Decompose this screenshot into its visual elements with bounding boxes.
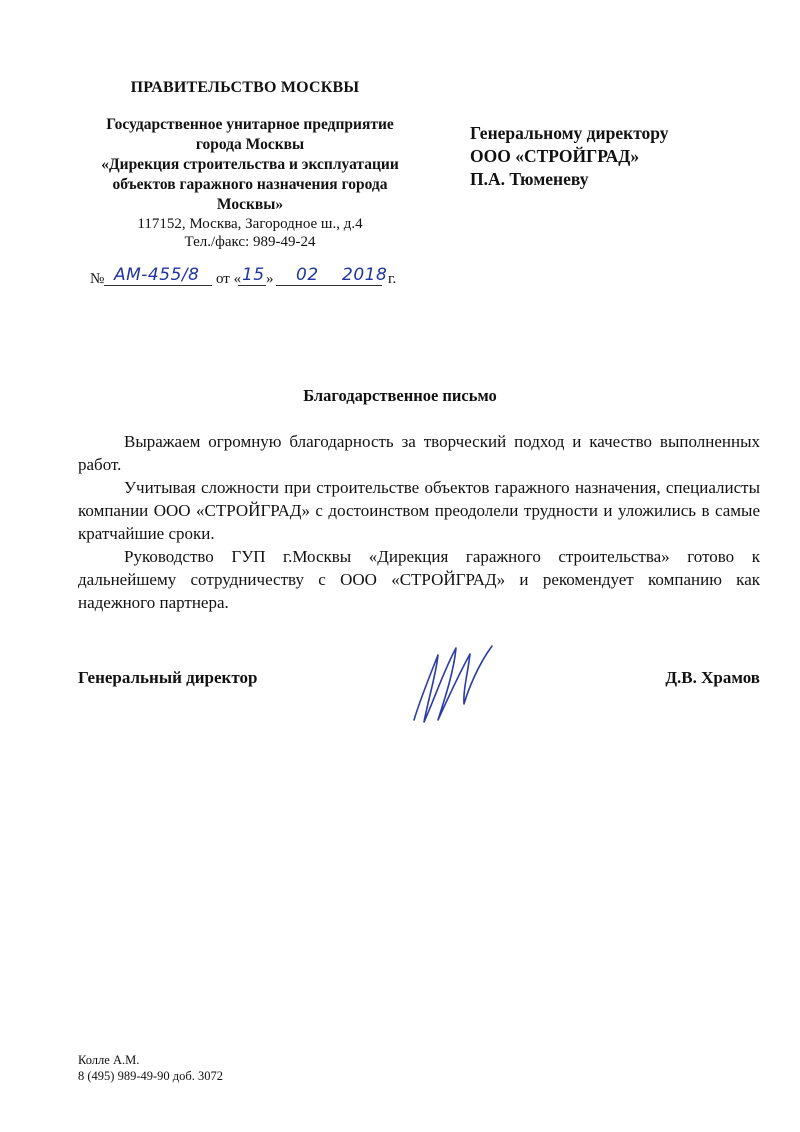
number-prefix: № (90, 271, 105, 287)
executor-phone: 8 (495) 989-49-90 доб. 3072 (78, 1069, 223, 1083)
org-name-line: «Дирекция строительства и эксплуатации (101, 156, 399, 173)
letter-paragraph: Выражаем огромную благодарность за творческий подход и качество выполненных работ. (78, 432, 760, 474)
org-name-line: города Москвы (195, 136, 305, 153)
number-underline (104, 285, 212, 286)
addressee-name: П.А. Тюменеву (470, 169, 589, 189)
day-underline (238, 285, 266, 286)
document-number-line (90, 262, 420, 290)
signatory-name: Д.В. Храмов (665, 668, 760, 687)
signature-stroke (414, 646, 492, 722)
org-name-line: объектов гаражного назначения города (112, 176, 388, 193)
org-name-line: Москвы» (216, 196, 284, 213)
organization-contacts (65, 215, 435, 251)
letter-paragraph: Руководство ГУП г.Москвы «Дирекция гаражного строительства» готово к дальнейшему сотрудничеству с ООО «СТРОЙГРАД» и рекомендует компанию как надежного партнера. (78, 547, 760, 612)
addressee-position: Генеральному директору (470, 123, 669, 143)
addressee-block (470, 122, 770, 191)
organization-name (65, 115, 435, 215)
executor-name: Колле А.М. (78, 1053, 140, 1067)
letter-body (78, 430, 760, 614)
government-title: ПРАВИТЕЛЬСТВО МОСКВЫ (130, 79, 360, 96)
month-year-underline (276, 285, 382, 286)
letter-paragraph: Учитывая сложности при строительстве объектов гаражного назначения, специалисты компании ООО «СТРОЙГРАД» с достоинством преодолели трудности и уложились в самые кратчайшие сроки. (78, 478, 760, 543)
letter-title: Благодарственное письмо (303, 386, 497, 405)
date-quote-close: » (266, 271, 274, 287)
org-name-line: Государственное унитарное предприятие (106, 116, 394, 133)
document-number: АМ-455/8 (114, 265, 200, 285)
date-year: 2018 (342, 265, 388, 285)
handwritten-signature (408, 640, 508, 730)
date-from-label: от « (216, 271, 242, 287)
addressee-company: ООО «СТРОЙГРАД» (470, 146, 640, 166)
organization-phone: Тел./факс: 989-49-24 (184, 234, 316, 250)
signatory-position: Генеральный директор (78, 668, 258, 687)
date-day: 15 (242, 265, 265, 285)
executor-contact (78, 1052, 223, 1084)
organization-address: 117152, Москва, Загородное ш., д.4 (137, 216, 363, 232)
date-month: 02 (296, 265, 319, 285)
year-suffix: г. (388, 271, 397, 287)
